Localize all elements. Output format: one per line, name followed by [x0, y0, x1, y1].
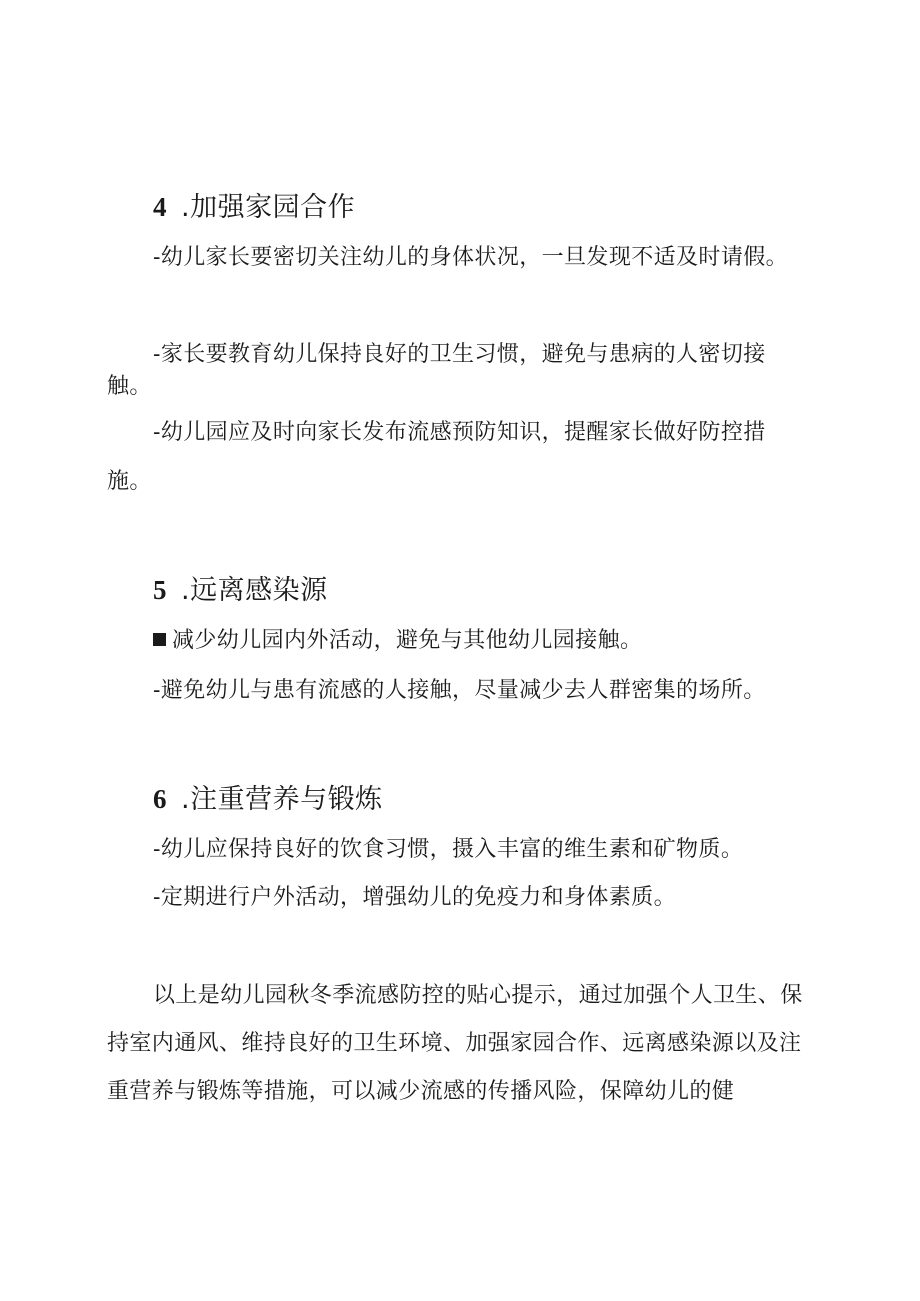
list-item: -幼儿应保持良好的饮食习惯，摄入丰富的维生素和矿物质。: [153, 837, 744, 862]
list-item: -幼儿园应及时向家长发布流感预防知识，提醒家长做好防控措: [153, 420, 766, 445]
section-heading-5: [153, 573, 328, 608]
square-bullet-icon: [153, 633, 166, 646]
section-number: 6: [153, 784, 167, 814]
list-item-continuation: 触。: [107, 374, 152, 399]
list-item: -避免幼儿与患有流感的人接触，尽量减少去人群密集的场所。: [153, 678, 766, 703]
conclusion-paragraph: 以上是幼儿园秋冬季流感防控的贴心提示，通过加强个人卫生、保持室内通风、维持良好的卫生环境、加强家园合作、远离感染源以及注重营养与锻炼等措施，可以减少流感的传播风险，保障幼儿的健: [107, 983, 803, 1104]
section-title: .远离感染源: [181, 575, 328, 606]
section-heading-6: [153, 782, 383, 817]
list-item-continuation: 施。: [107, 469, 152, 494]
section-number: 4: [153, 192, 167, 222]
list-item-text: 减少幼儿园内外活动，避免与其他幼儿园接触。: [172, 628, 643, 653]
list-item: -幼儿家长要密切关注幼儿的身体状况，一旦发现不适及时请假。: [153, 245, 789, 270]
section-number: 5: [153, 575, 167, 605]
section-heading-4: [153, 190, 355, 225]
section-title: .加强家园合作: [181, 192, 356, 223]
list-item: -家长要教育幼儿保持良好的卫生习惯，避免与患病的人密切接: [153, 342, 766, 367]
section-title: .注重营养与锻炼: [181, 784, 383, 815]
list-item: -定期进行户外活动，增强幼儿的免疫力和身体素质。: [153, 885, 677, 910]
list-item: [153, 626, 642, 656]
